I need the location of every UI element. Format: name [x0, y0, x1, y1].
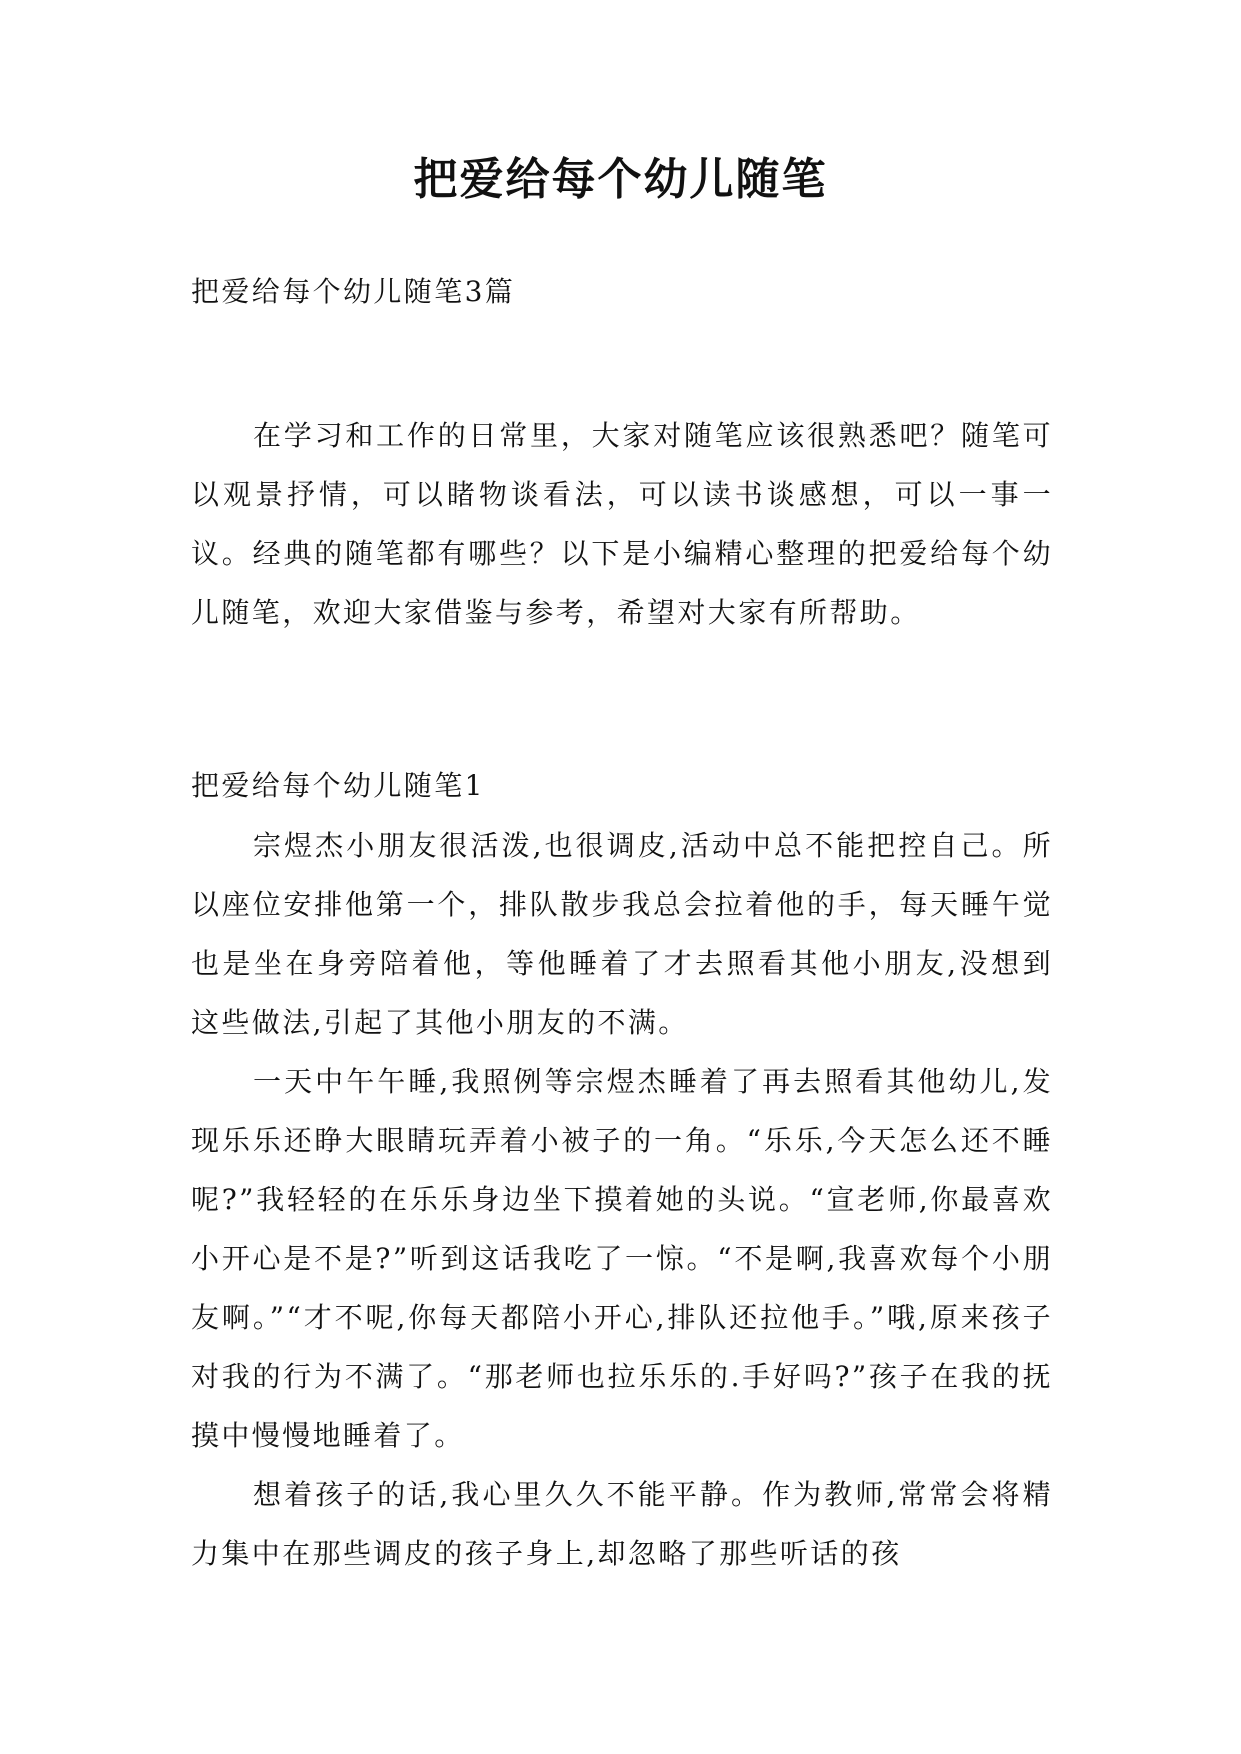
body-paragraph: 想着孩子的话,我心里久久不能平静。作为教师,常常会将精力集中在那些调皮的孩子身上,却忽略了那些听话的孩 [191, 1478, 1053, 1570]
document-title: 把爱给每个幼儿随笔 [413, 154, 828, 205]
section-body [191, 816, 1053, 1583]
section-heading: 把爱给每个幼儿随笔1 [191, 769, 485, 802]
document-subtitle: 把爱给每个幼儿随笔3篇 [191, 275, 516, 308]
body-paragraph: 宗煜杰小朋友很活泼,也很调皮,活动中总不能把控自己。所以座位安排他第一个，排队散步我总会拉着他的手，每天睡午觉也是坐在身旁陪着他，等他睡着了才去照看其他小朋友,没想到这些做法,引起了其他小朋友的不满。 [191, 829, 1053, 1039]
body-paragraph: 一天中午午睡,我照例等宗煜杰睡着了再去照看其他幼儿,发现乐乐还睁大眼睛玩弄着小被子的一角。“乐乐,今天怎么还不睡呢?”我轻轻的在乐乐身边坐下摸着她的头说。“宣老师,你最喜欢小开心是不是?”听到这话我吃了一惊。“不是啊,我喜欢每个小朋友啊。”“才不呢,你每天都陪小开心,排队还拉他手。”哦,原来孩子对我的行为不满了。“那老师也拉乐乐的.手好吗?”孩子在我的抚摸中慢慢地睡着了。 [191, 1065, 1053, 1452]
intro-paragraph: 在学习和工作的日常里，大家对随笔应该很熟悉吧？随笔可以观景抒情，可以睹物谈看法，可以读书谈感想，可以一事一议。经典的随笔都有哪些？以下是小编精心整理的把爱给每个幼儿随笔，欢迎大家借鉴与参考，希望对大家有所帮助。 [191, 419, 1053, 629]
